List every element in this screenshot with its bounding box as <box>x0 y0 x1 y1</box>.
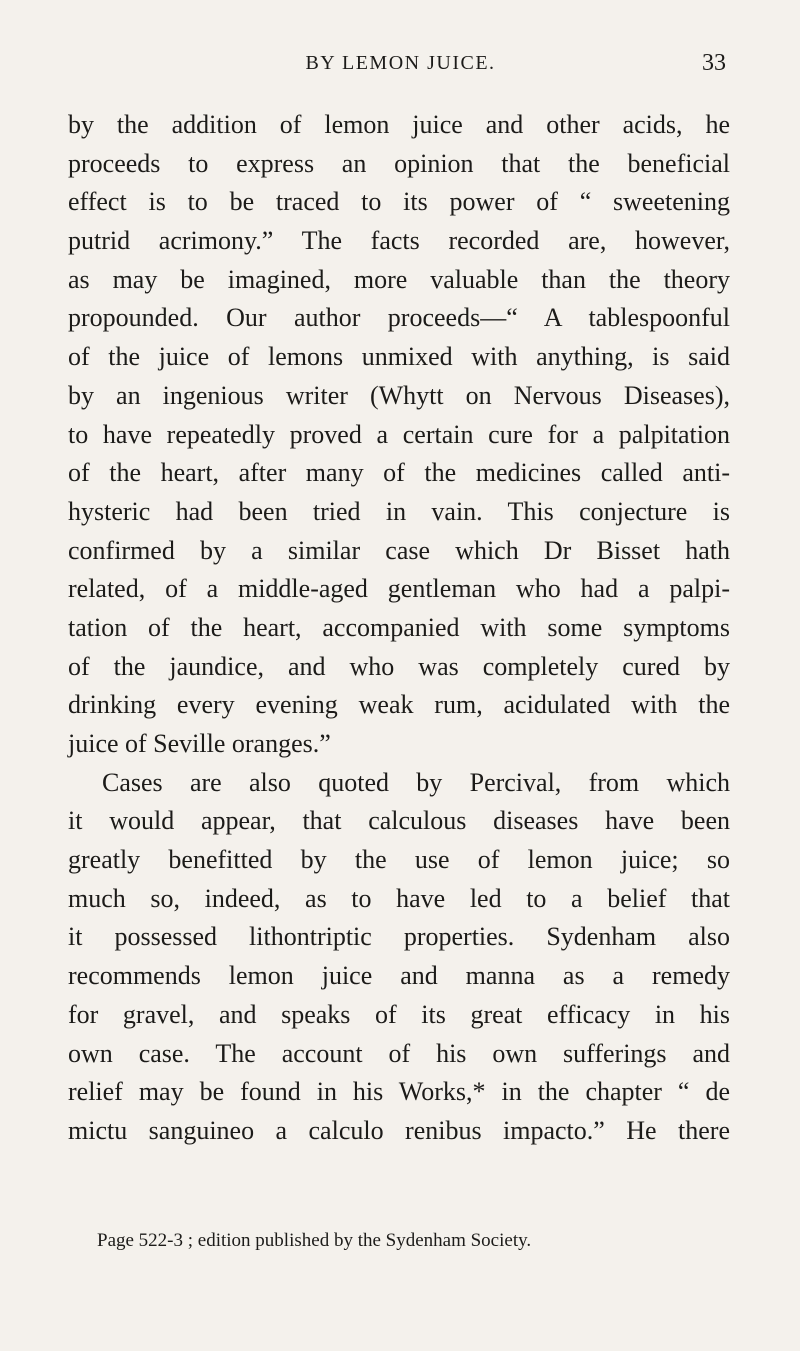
text-line: of the heart, after many of the medicines called anti- <box>68 458 730 488</box>
text-line: it would appear, that calculous diseases have been <box>68 806 730 836</box>
text-line: tation of the heart, accompanied with some symptoms <box>68 612 730 642</box>
text-line: proceeds to express an opinion that the beneficial <box>68 148 730 178</box>
text-line: greatly benefitted by the use of lemon juice; so <box>68 845 730 875</box>
running-title: BY LEMON JUICE. <box>305 52 496 74</box>
text-line: confirmed by a similar case which Dr Bisset hath <box>68 535 730 565</box>
text-line: putrid acrimony.” The facts recorded are, however, <box>68 226 730 256</box>
text-line: juice of Seville oranges.” <box>68 729 331 758</box>
text-line: related, of a middle-aged gentleman who had a palpi- <box>68 574 730 604</box>
body-text <box>68 106 730 1151</box>
page-number: 33 <box>702 50 726 76</box>
text-line: own case. The account of his own sufferings and <box>68 1038 730 1068</box>
text-line: to have repeatedly proved a certain cure for a palpitation <box>68 419 730 449</box>
text-line: Cases are also quoted by Percival, from which <box>102 767 730 797</box>
text-line: by an ingenious writer (Whytt on Nervous Diseases), <box>68 380 730 410</box>
text-line: for gravel, and speaks of its great efficacy in his <box>68 999 730 1029</box>
footnote: Page 522-3 ; edition published by the Sydenham Society. <box>97 1230 532 1251</box>
text-line: drinking every evening weak rum, acidulated with the <box>68 690 730 720</box>
text-line: mictu sanguineo a calculo renibus impacto.” He there <box>68 1115 730 1145</box>
text-line: relief may be found in his Works,* in the chapter “ de <box>68 1077 730 1107</box>
text-line: of the juice of lemons unmixed with anything, is said <box>68 342 730 372</box>
text-line: hysteric had been tried in vain. This conjecture is <box>68 496 730 526</box>
text-line: of the jaundice, and who was completely cured by <box>68 651 730 681</box>
text-line: by the addition of lemon juice and other acids, he <box>68 110 730 139</box>
text-line: much so, indeed, as to have led to a belief that <box>68 883 730 913</box>
text-line: effect is to be traced to its power of “ sweetening <box>68 187 730 217</box>
text-line: propounded. Our author proceeds—“ A tablespoonful <box>68 303 730 333</box>
text-line: recommends lemon juice and manna as a remedy <box>68 961 730 991</box>
text-line: it possessed lithontriptic properties. Sydenham also <box>68 922 730 952</box>
text-line: as may be imagined, more valuable than the theory <box>68 264 730 294</box>
running-head <box>68 52 800 86</box>
